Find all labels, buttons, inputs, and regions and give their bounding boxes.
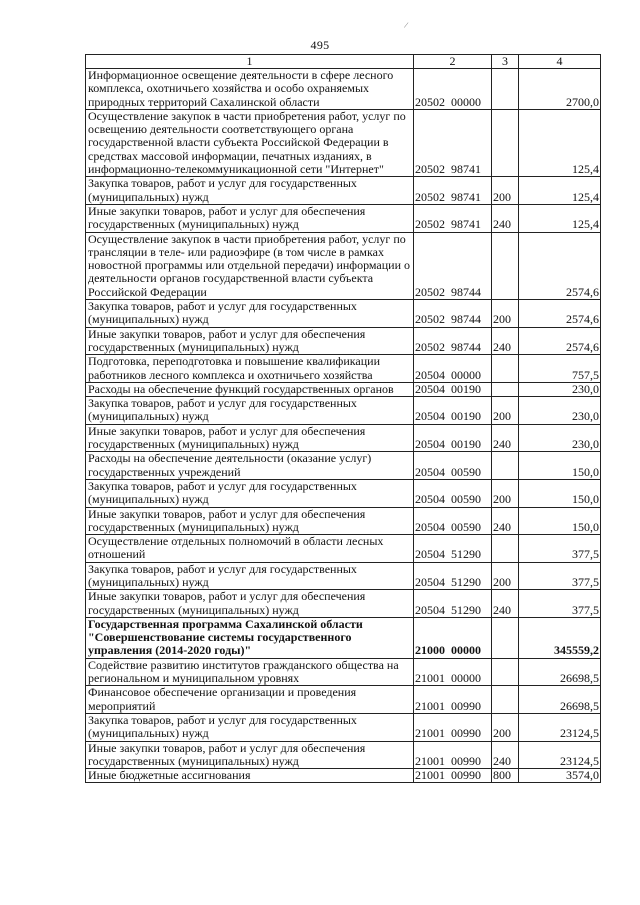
row-sum: 757,5 xyxy=(519,355,601,383)
table-row xyxy=(86,204,601,232)
table-row xyxy=(86,177,601,205)
row-code: 20504 00590 xyxy=(414,507,492,535)
table-row xyxy=(86,109,601,176)
table-row xyxy=(86,382,601,396)
row-code: 20502 98741 xyxy=(414,204,492,232)
row-name: Иные закупки товаров, работ и услуг для обеспечения государственных (муниципальных) нужд xyxy=(86,327,414,355)
row-expense-type: 800 xyxy=(492,769,519,783)
table-row xyxy=(86,535,601,563)
row-sum: 23124,5 xyxy=(519,713,601,741)
table-row xyxy=(86,300,601,328)
row-name: Иные бюджетные ассигнования xyxy=(86,769,414,783)
header-col-3: 3 xyxy=(492,55,519,69)
row-expense-type: 240 xyxy=(492,424,519,452)
table-row xyxy=(86,713,601,741)
row-expense-type xyxy=(492,232,519,299)
row-sum: 2574,6 xyxy=(519,300,601,328)
row-sum: 150,0 xyxy=(519,479,601,507)
row-name: Иные закупки товаров, работ и услуг для обеспечения государственных (муниципальных) нужд xyxy=(86,507,414,535)
row-expense-type xyxy=(492,452,519,480)
row-expense-type: 200 xyxy=(492,562,519,590)
row-name: Информационное освещение деятельности в сфере лесного комплекса, охотничьего хозяйства и особо охраняемых природных территорий Сахалинской области xyxy=(86,69,414,110)
row-name: Иные закупки товаров, работ и услуг для обеспечения государственных (муниципальных) нужд xyxy=(86,204,414,232)
table-row xyxy=(86,686,601,714)
row-code: 20504 00590 xyxy=(414,479,492,507)
row-sum: 230,0 xyxy=(519,397,601,425)
row-name: Расходы на обеспечение функций государственных органов xyxy=(86,382,414,396)
row-name: Закупка товаров, работ и услуг для государственных (муниципальных) нужд xyxy=(86,300,414,328)
row-code: 20502 98744 xyxy=(414,300,492,328)
row-code: 20502 98741 xyxy=(414,109,492,176)
row-name: Расходы на обеспечение деятельности (оказание услуг) государственных учреждений xyxy=(86,452,414,480)
row-sum: 2700,0 xyxy=(519,69,601,110)
row-code: 21001 00990 xyxy=(414,686,492,714)
row-name: Осуществление закупок в части приобретения работ, услуг по трансляции в теле- или радиоэфире (в том числе в рамках новостной программы или отдельной передачи) информации о деятельности органов государственной власти субъекта Российской Федерации xyxy=(86,232,414,299)
row-expense-type: 240 xyxy=(492,327,519,355)
table-row xyxy=(86,397,601,425)
row-code: 20504 00190 xyxy=(414,424,492,452)
table-row xyxy=(86,507,601,535)
row-name: Закупка товаров, работ и услуг для государственных (муниципальных) нужд xyxy=(86,713,414,741)
table-row xyxy=(86,562,601,590)
stray-pen-mark: / xyxy=(403,19,410,31)
table-row xyxy=(86,355,601,383)
row-sum: 26698,5 xyxy=(519,658,601,686)
row-code: 20504 00190 xyxy=(414,382,492,396)
table-row xyxy=(86,741,601,769)
row-sum: 2574,6 xyxy=(519,327,601,355)
row-sum: 377,5 xyxy=(519,590,601,618)
row-code: 20502 98741 xyxy=(414,177,492,205)
row-name: Подготовка, переподготовка и повышение квалификации работников лесного комплекса и охотничьего хозяйства xyxy=(86,355,414,383)
row-name: Закупка товаров, работ и услуг для государственных (муниципальных) нужд xyxy=(86,562,414,590)
row-code: 20502 00000 xyxy=(414,69,492,110)
row-code: 20504 51290 xyxy=(414,562,492,590)
row-code: 20504 00000 xyxy=(414,355,492,383)
row-code: 20504 00590 xyxy=(414,452,492,480)
table-row xyxy=(86,479,601,507)
row-name: Закупка товаров, работ и услуг для государственных (муниципальных) нужд xyxy=(86,479,414,507)
row-sum: 230,0 xyxy=(519,424,601,452)
row-code: 21001 00990 xyxy=(414,713,492,741)
row-sum: 150,0 xyxy=(519,452,601,480)
row-sum: 23124,5 xyxy=(519,741,601,769)
table-row xyxy=(86,452,601,480)
row-expense-type xyxy=(492,355,519,383)
row-expense-type: 240 xyxy=(492,204,519,232)
row-name: Иные закупки товаров, работ и услуг для обеспечения государственных (муниципальных) нужд xyxy=(86,590,414,618)
row-expense-type xyxy=(492,69,519,110)
header-col-2: 2 xyxy=(414,55,492,69)
row-expense-type xyxy=(492,617,519,658)
row-name: Иные закупки товаров, работ и услуг для обеспечения государственных (муниципальных) нужд xyxy=(86,741,414,769)
row-code: 21001 00990 xyxy=(414,741,492,769)
row-expense-type: 240 xyxy=(492,741,519,769)
row-code: 21001 00000 xyxy=(414,658,492,686)
row-code: 20504 51290 xyxy=(414,535,492,563)
row-code: 21001 00990 xyxy=(414,769,492,783)
page-number: 495 xyxy=(310,38,330,52)
row-name: Осуществление отдельных полномочий в области лесных отношений xyxy=(86,535,414,563)
row-name: Иные закупки товаров, работ и услуг для обеспечения государственных (муниципальных) нужд xyxy=(86,424,414,452)
row-sum: 345559,2 xyxy=(519,617,601,658)
row-name: Государственная программа Сахалинской области "Совершенствование системы государственного управления (2014-2020 годы)" xyxy=(86,617,414,658)
row-expense-type: 200 xyxy=(492,300,519,328)
table-row xyxy=(86,327,601,355)
row-expense-type xyxy=(492,686,519,714)
row-sum: 2574,6 xyxy=(519,232,601,299)
row-sum: 125,4 xyxy=(519,204,601,232)
row-expense-type xyxy=(492,109,519,176)
header-col-4: 4 xyxy=(519,55,601,69)
row-sum: 125,4 xyxy=(519,177,601,205)
row-sum: 377,5 xyxy=(519,535,601,563)
row-name: Закупка товаров, работ и услуг для государственных (муниципальных) нужд xyxy=(86,397,414,425)
row-expense-type xyxy=(492,535,519,563)
table-header-row xyxy=(86,55,601,69)
header-col-1: 1 xyxy=(86,55,414,69)
row-sum: 3574,0 xyxy=(519,769,601,783)
row-expense-type: 200 xyxy=(492,177,519,205)
row-expense-type: 200 xyxy=(492,397,519,425)
table-row xyxy=(86,232,601,299)
table-row xyxy=(86,424,601,452)
table-body xyxy=(86,69,601,783)
budget-table xyxy=(85,54,601,783)
row-name: Закупка товаров, работ и услуг для государственных (муниципальных) нужд xyxy=(86,177,414,205)
row-sum: 377,5 xyxy=(519,562,601,590)
row-sum: 230,0 xyxy=(519,382,601,396)
row-sum: 150,0 xyxy=(519,507,601,535)
row-code: 20502 98744 xyxy=(414,327,492,355)
table-row xyxy=(86,769,601,783)
table-row xyxy=(86,590,601,618)
row-expense-type: 200 xyxy=(492,713,519,741)
table-row xyxy=(86,658,601,686)
row-code: 20504 51290 xyxy=(414,590,492,618)
row-expense-type xyxy=(492,382,519,396)
row-name: Финансовое обеспечение организации и проведения мероприятий xyxy=(86,686,414,714)
row-expense-type: 240 xyxy=(492,507,519,535)
row-name: Содействие развитию институтов гражданского общества на региональном и муниципальном уровнях xyxy=(86,658,414,686)
row-expense-type: 240 xyxy=(492,590,519,618)
row-code: 20502 98744 xyxy=(414,232,492,299)
row-name: Осуществление закупок в части приобретения работ, услуг по освещению деятельности соответствующего органа государственной власти субъекта Российской Федерации в средствах массовой информации, печатных изданиях, в информационно-телекоммуникационной сети "Интернет" xyxy=(86,109,414,176)
row-code: 21000 00000 xyxy=(414,617,492,658)
row-sum: 26698,5 xyxy=(519,686,601,714)
row-sum: 125,4 xyxy=(519,109,601,176)
table-row xyxy=(86,617,601,658)
row-expense-type: 200 xyxy=(492,479,519,507)
row-expense-type xyxy=(492,658,519,686)
table-row xyxy=(86,69,601,110)
row-code: 20504 00190 xyxy=(414,397,492,425)
